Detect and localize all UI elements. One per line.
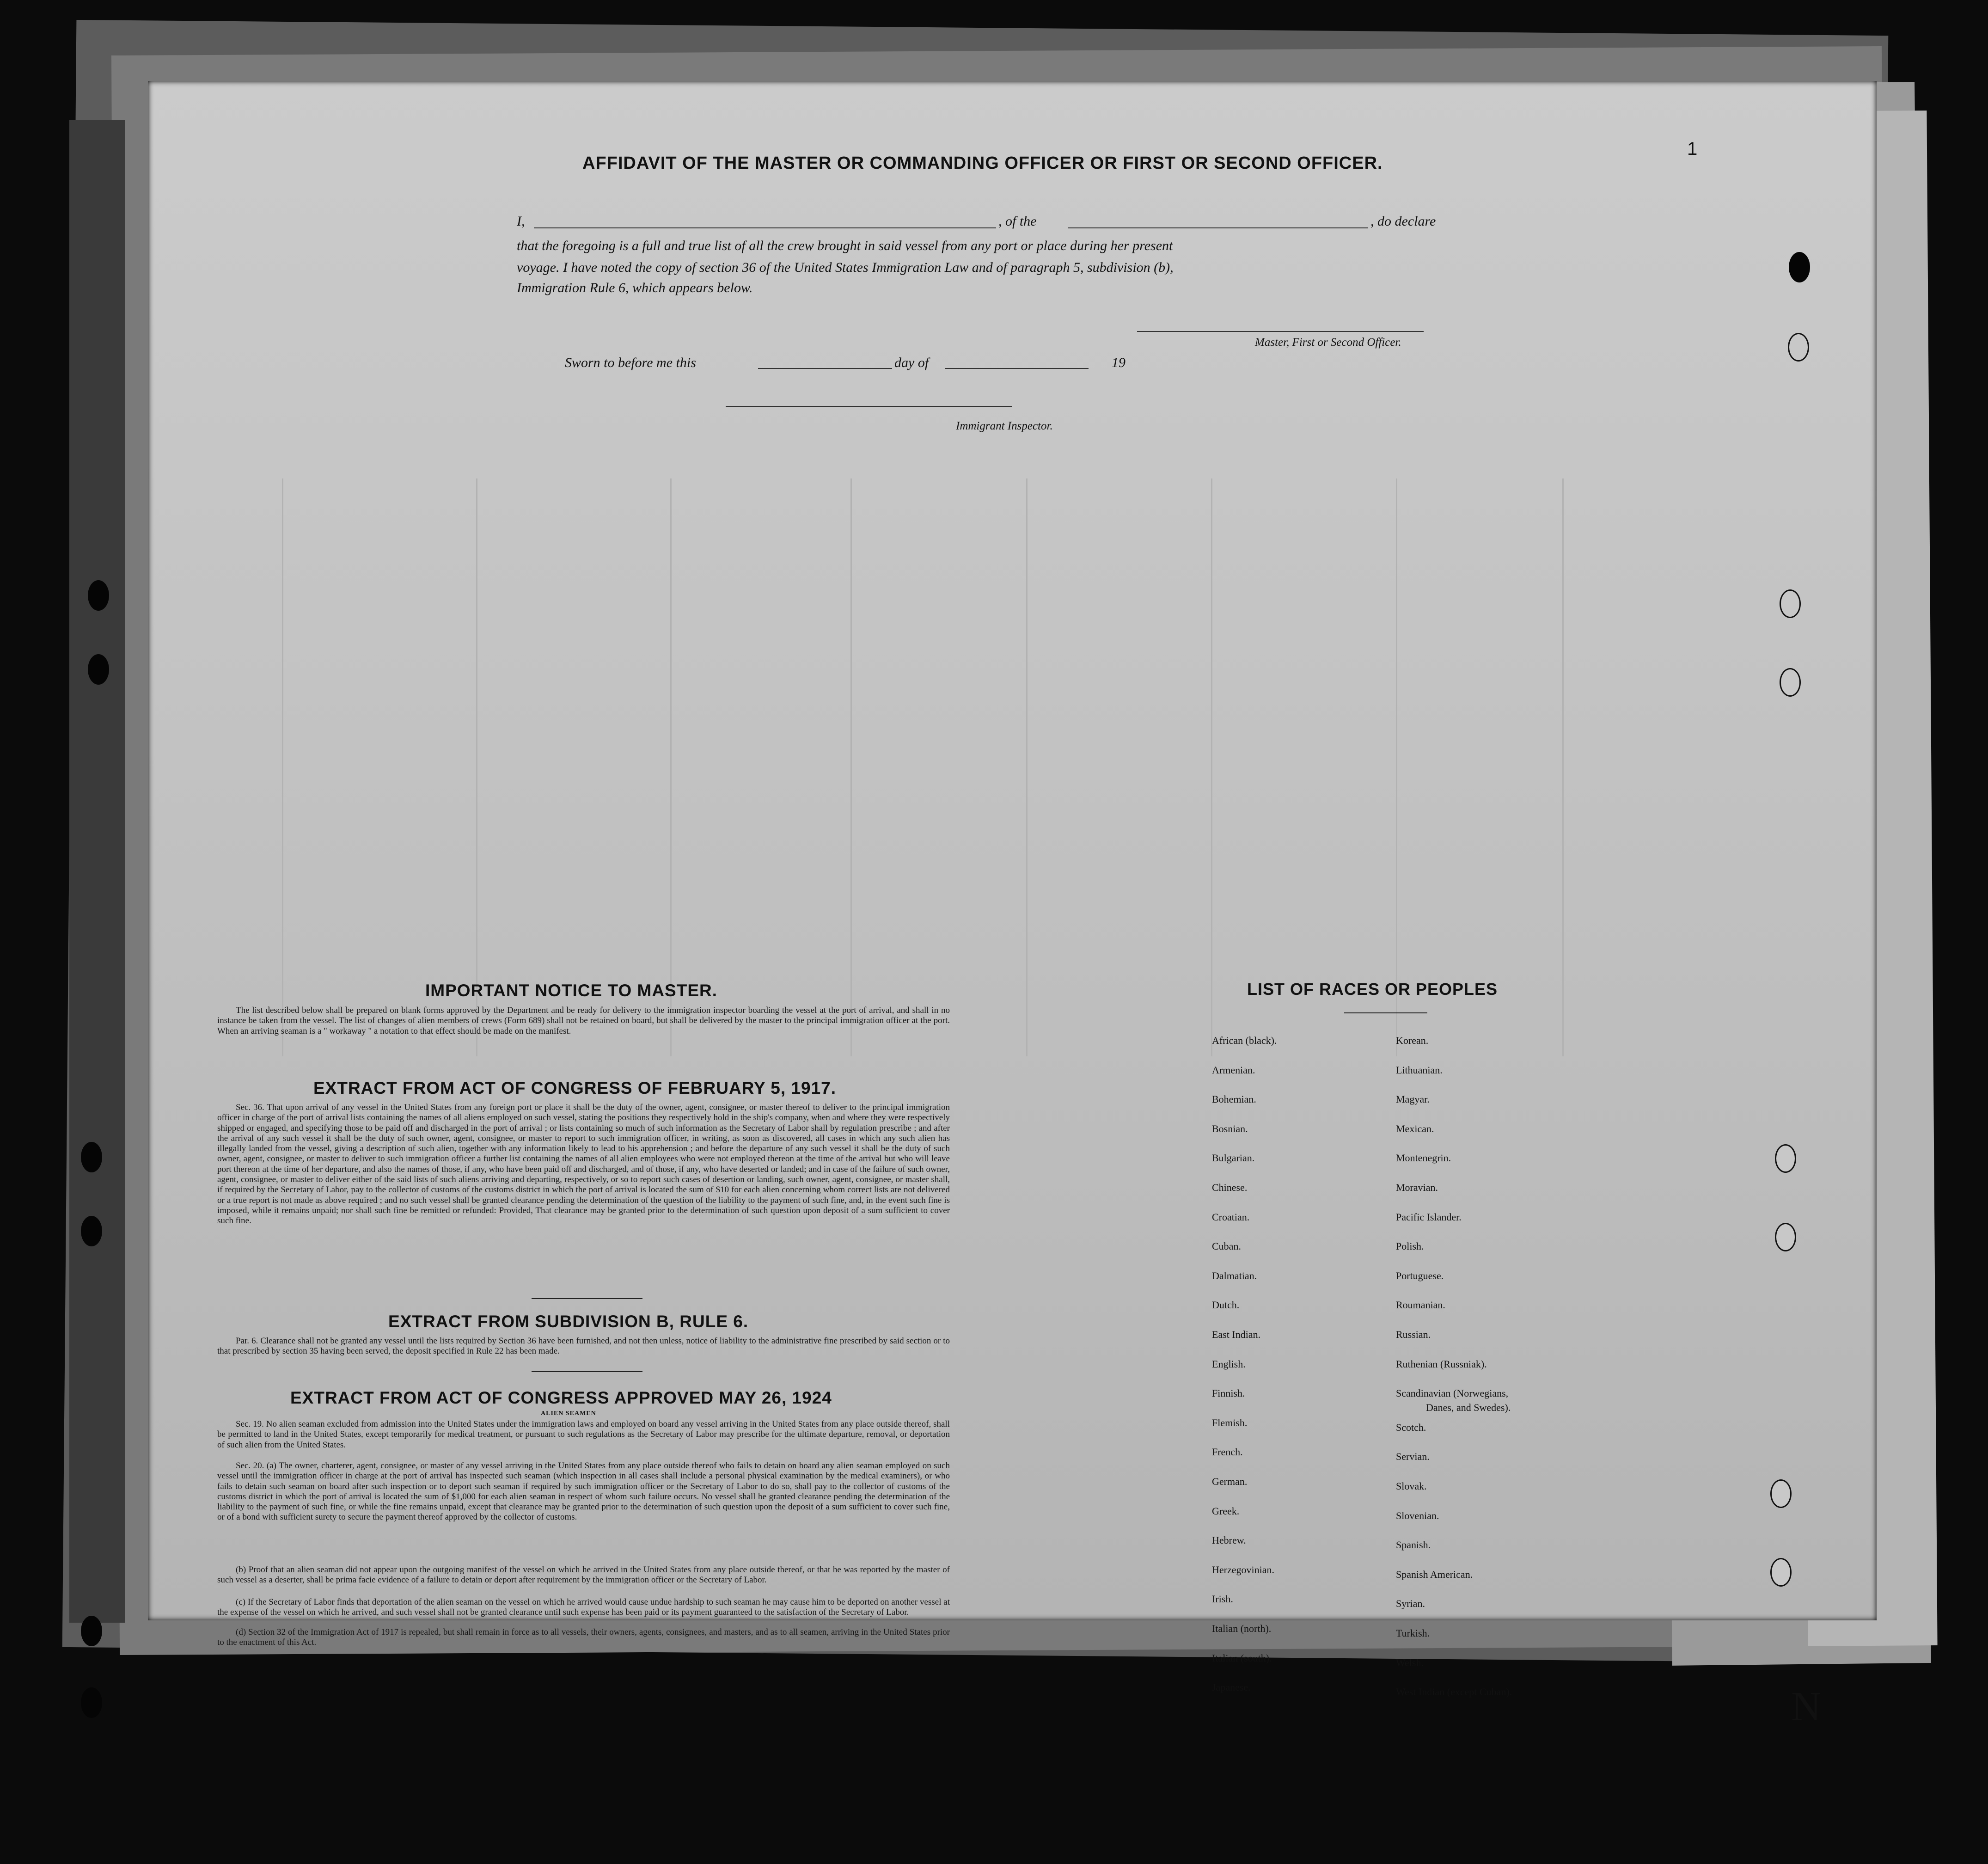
faint-column-rule bbox=[1562, 478, 1564, 1056]
race-item: African (black). bbox=[1212, 1035, 1277, 1046]
blank-line bbox=[758, 368, 892, 369]
race-item: Dalmatian. bbox=[1212, 1269, 1257, 1282]
race-item: Italian (south). bbox=[1212, 1652, 1272, 1664]
binder-hole bbox=[1770, 1558, 1792, 1587]
race-item: Slovak. bbox=[1396, 1480, 1427, 1492]
affidavit-i: I, bbox=[517, 214, 525, 229]
binder-hole bbox=[81, 1687, 102, 1718]
affidavit-declare: , do declare bbox=[1370, 214, 1436, 229]
race-item: Scandinavian (Norwegians, bbox=[1396, 1387, 1509, 1399]
faint-column-rule bbox=[476, 478, 477, 1056]
race-item: Dutch. bbox=[1212, 1299, 1240, 1311]
race-item: German. bbox=[1212, 1476, 1248, 1487]
faint-column-rule bbox=[1211, 478, 1212, 1056]
sworn-prefix: Sworn to before me this bbox=[565, 355, 696, 370]
race-item: Irish. bbox=[1212, 1593, 1233, 1605]
race-item: Bohemian. bbox=[1212, 1093, 1256, 1105]
binding-strip bbox=[69, 120, 125, 1623]
race-item: Herzegovinian. bbox=[1212, 1564, 1274, 1576]
race-item: Slovenian. bbox=[1396, 1509, 1439, 1521]
section-divider bbox=[532, 1298, 642, 1299]
extract-1917-title: EXTRACT FROM ACT OF CONGRESS OF FEBRUARY 5, 1917. bbox=[313, 1079, 837, 1098]
race-item: Greek. bbox=[1212, 1505, 1240, 1517]
race-item: Welsh. bbox=[1396, 1656, 1424, 1668]
race-item: Montenegrin. bbox=[1396, 1152, 1451, 1164]
extract-1917-text: Sec. 36. That upon arrival of any vessel in the United States from any foreign port or place it shall be the duty of the owner, agent, consignee, or master thereof to deliver to the principal immigration officer in charge of the port of arrival lists containing the names of all aliens employed on such vessel, stating the positions they respectively hold in the ship's company, when and where they were respectively shipped or engaged, and specifying those to be paid off and discharged in the port of arrival ; or lists containing so much of such information as the Secretary of Labor shall by regulation prescribe ; and after the arrival of any such vessel it shall be the duty of such owner, agent, consignee, or master to report to such immigration officer, in writing, as soon as discovered, all cases in which any such alien has illegally landed from the vessel, giving a description of such alien, together with any information likely to lead to his apprehension ; and before the departure of any such vessel it shall be the duty of such owner, agent, consignee, or master to deliver to such immigration officer a further list containing the names of all alien employees who were not employed thereon at the time of the arrival but who will leave port thereon at the time of her departure, and also the names of those, if any, who have been paid off and discharged, and of those, if any, who have deserted or landed; and in case of the failure of such owner, agent, consignee, or master to deliver either of the said lists of such aliens arriving and departing, respectively, or so to report such cases of desertion or landing, such owner, agent, consignee, or master shall, if required by the Secretary of Labor, pay to the collector of customs of the customs district in which the port of arrival is located the sum of $10 for each alien concerning whom correct lists are not delivered or a true report is not made as above required ; and no such vessel shall be granted clearance pending the determination of the question of the liability to the payment of such fine, and, in the event such fine is imposed, while it remains unpaid; nor shall such fine be remitted or refunded: Provided, That clearance may be granted prior to the determination of such question upon deposit of a sum sufficient to cover such fine. bbox=[217, 1103, 950, 1226]
binder-hole bbox=[1775, 1223, 1796, 1251]
extract-1924-subtitle: ALIEN SEAMEN bbox=[541, 1410, 596, 1417]
binder-hole bbox=[81, 1216, 102, 1246]
inspector-label: Immigrant Inspector. bbox=[956, 420, 1053, 432]
affidavit-of-the: , of the bbox=[998, 214, 1037, 229]
race-item: Polish. bbox=[1396, 1240, 1424, 1252]
bleed-through-text bbox=[1525, 203, 1530, 224]
signature-line bbox=[726, 406, 1012, 407]
race-item: Roumanian. bbox=[1396, 1299, 1445, 1311]
handwritten-mark: N bbox=[1791, 1684, 1821, 1729]
page-mark: 1 bbox=[1687, 139, 1698, 159]
binder-hole bbox=[1770, 1479, 1792, 1508]
race-item: Servian. bbox=[1396, 1451, 1430, 1463]
binder-hole bbox=[1780, 589, 1801, 618]
race-item: Spanish. bbox=[1396, 1539, 1431, 1551]
race-item: Bulgarian. bbox=[1212, 1152, 1255, 1164]
race-item: Armenian. bbox=[1212, 1064, 1255, 1076]
extract-1924-title: EXTRACT FROM ACT OF CONGRESS APPROVED MAY 26, 1924 bbox=[290, 1388, 832, 1407]
race-item: West Indian (except Cuban). bbox=[1396, 1686, 1512, 1698]
extract-rule6-title: EXTRACT FROM SUBDIVISION B, RULE 6. bbox=[388, 1312, 749, 1331]
binder-hole bbox=[1788, 333, 1809, 362]
blank-line bbox=[945, 368, 1089, 369]
race-item: Korean. bbox=[1396, 1035, 1429, 1046]
signature-line bbox=[1137, 331, 1424, 332]
binder-hole bbox=[1780, 668, 1801, 697]
extract-1924-sec20d: (d) Section 32 of the Immigration Act of 1917 is repealed, but shall remain in force as to all vessels, their owners, agents, consignees, and masters, and as to all seamen, arriving in the United States prior to the enactment of this Act. bbox=[217, 1627, 950, 1648]
bleed-through-text bbox=[1641, 273, 1645, 290]
race-item: Italian (north). bbox=[1212, 1623, 1272, 1634]
race-item: English. bbox=[1212, 1358, 1246, 1370]
affidavit-line-2: that the foregoing is a full and true list of all the crew brought in said vessel from any port or place during her present bbox=[517, 238, 1173, 253]
race-item: Turkish. bbox=[1396, 1627, 1430, 1639]
race-item: Russian. bbox=[1396, 1329, 1431, 1340]
race-item: Ruthenian (Russniak). bbox=[1396, 1358, 1487, 1370]
races-title: LIST OF RACES OR PEOPLES bbox=[1247, 980, 1498, 999]
race-item: Japanese. bbox=[1212, 1681, 1251, 1693]
race-item: Spanish American. bbox=[1396, 1568, 1473, 1580]
faint-column-rule bbox=[850, 478, 852, 1056]
race-item: French. bbox=[1212, 1446, 1243, 1458]
race-item: Cuban. bbox=[1212, 1240, 1241, 1252]
race-item: Lithuanian. bbox=[1396, 1064, 1443, 1076]
binder-hole bbox=[81, 1142, 102, 1172]
race-item: Mexican. bbox=[1396, 1122, 1434, 1134]
race-item: Scotch. bbox=[1396, 1421, 1426, 1433]
affidavit-title: AFFIDAVIT OF THE MASTER OR COMMANDING OFFICER OR FIRST OR SECOND OFFICER. bbox=[582, 153, 1383, 173]
binder-hole bbox=[88, 580, 109, 611]
extract-rule6-text: Par. 6. Clearance shall not be granted any vessel until the lists required by Section 36 have been furnished, and not then unless, notice of liability to the administrative fine prescribed by said section or to that prescribed by section 35 having been served, the deposit specified in Rule 22 has been made. bbox=[217, 1336, 950, 1356]
extract-1924-sec19: Sec. 19. No alien seaman excluded from admission into the United States under the immigration laws and employed on board any vessel arriving in the United States from any place outside thereof, shall be permitted to land in the United States, except temporarily for medical treatment, or pursuant to such regulations as the Secretary of Labor may prescribe for the ultimate departure, removal, or deportation of such alien from the United States. bbox=[217, 1419, 950, 1450]
faint-column-rule bbox=[670, 478, 672, 1056]
race-item: Chinese. bbox=[1212, 1182, 1248, 1193]
race-item: Hebrew. bbox=[1212, 1534, 1246, 1546]
extract-1924-sec20c: (c) If the Secretary of Labor finds that deportation of the alien seaman on the vessel on which he arrived would cause undue hardship to such seaman he may cause him to be deported on another vessel at the expense of the vessel on which he arrived, and such vessel shall not be granted clearance until such expense has been paid or its payment guaranteed to the satisfaction of the Secretary of Labor. bbox=[217, 1597, 950, 1618]
race-item: Croatian. bbox=[1212, 1211, 1250, 1223]
race-item: Moravian. bbox=[1396, 1182, 1438, 1193]
faint-column-rule bbox=[1396, 478, 1397, 1056]
extract-1924-sec20a: Sec. 20. (a) The owner, charterer, agent, consignee, or master of any vessel arriving in the United States from any place outside thereof who fails to detain on board any alien seaman employed on such vessel until the immigration officer in charge at the port of arrival has inspected such seaman (which inspection in all cases shall include a personal physical examination by the medical examiners), or who fails to detain such seaman on board after such inspection or to deport such seaman if required by such immigration officer or the Secretary of Labor to do so, shall pay to the collector of customs of the customs district in which the port of arrival is located the sum of $1,000 for each alien seaman in respect of whom such failure occurs. No vessel shall be granted clearance pending the determination of the liability to the payment of such fine, or while the fine remains unpaid, except that clearance may be granted prior to the determination of such question upon the deposit of a sum sufficient to cover such fine, or of a bond with sufficient surety to secure the payment thereof approved by the collector of customs. bbox=[217, 1461, 950, 1522]
blank-line bbox=[1068, 227, 1368, 228]
blank-line bbox=[534, 227, 996, 228]
race-item: Pacific Islander. bbox=[1396, 1211, 1462, 1223]
race-item: Magyar. bbox=[1396, 1093, 1430, 1105]
binder-hole bbox=[81, 1616, 102, 1646]
faint-column-rule bbox=[282, 478, 283, 1056]
binder-hole bbox=[1775, 1144, 1796, 1173]
binder-hole bbox=[88, 654, 109, 685]
affidavit-line-4: Immigration Rule 6, which appears below. bbox=[517, 280, 753, 295]
race-item: Syrian. bbox=[1396, 1598, 1425, 1610]
notice-title: IMPORTANT NOTICE TO MASTER. bbox=[425, 981, 718, 1000]
sworn-day-of: day of bbox=[894, 355, 929, 370]
sworn-year: 19 bbox=[1112, 355, 1126, 370]
race-item: Finnish. bbox=[1212, 1387, 1245, 1399]
affidavit-line-3: voyage. I have noted the copy of section 36 of the United States Immigration Law and of paragraph 5, subdivision (b), bbox=[517, 260, 1174, 275]
faint-column-rule bbox=[1026, 478, 1028, 1056]
extract-1924-sec20b: (b) Proof that an alien seaman did not appear upon the outgoing manifest of the vessel on which he arrived in the United States from any place outside thereof, or that he was reported by the master of such vessel as a deserter, shall be prima facie evidence of a failure to detain or deport after requirement by the immigration officer or the Secretary of Labor. bbox=[217, 1565, 950, 1585]
notice-text: The list described below shall be prepared on blank forms approved by the Department and be ready for delivery to the immigration inspector boarding the vessel at the port of arrival, and shall in no instance be taken from the vessel. The list of changes of alien members of crews (Form 689) shall not be retained on board, but shall be delivered by the master to the principal immigration officer at the port. When an arriving seaman is a " workaway " a notation to that effect should be made on the manifest. bbox=[217, 1006, 950, 1036]
binder-hole bbox=[1789, 252, 1810, 282]
race-item: Flemish. bbox=[1212, 1416, 1248, 1429]
race-item: Danes, and Swedes). bbox=[1426, 1402, 1511, 1413]
master-label: Master, First or Second Officer. bbox=[1255, 336, 1401, 349]
section-divider bbox=[1344, 1012, 1427, 1013]
race-item: East Indian. bbox=[1212, 1329, 1261, 1340]
section-divider bbox=[532, 1371, 642, 1372]
race-item: Bosnian. bbox=[1212, 1122, 1248, 1134]
race-item: Portuguese. bbox=[1396, 1269, 1444, 1282]
